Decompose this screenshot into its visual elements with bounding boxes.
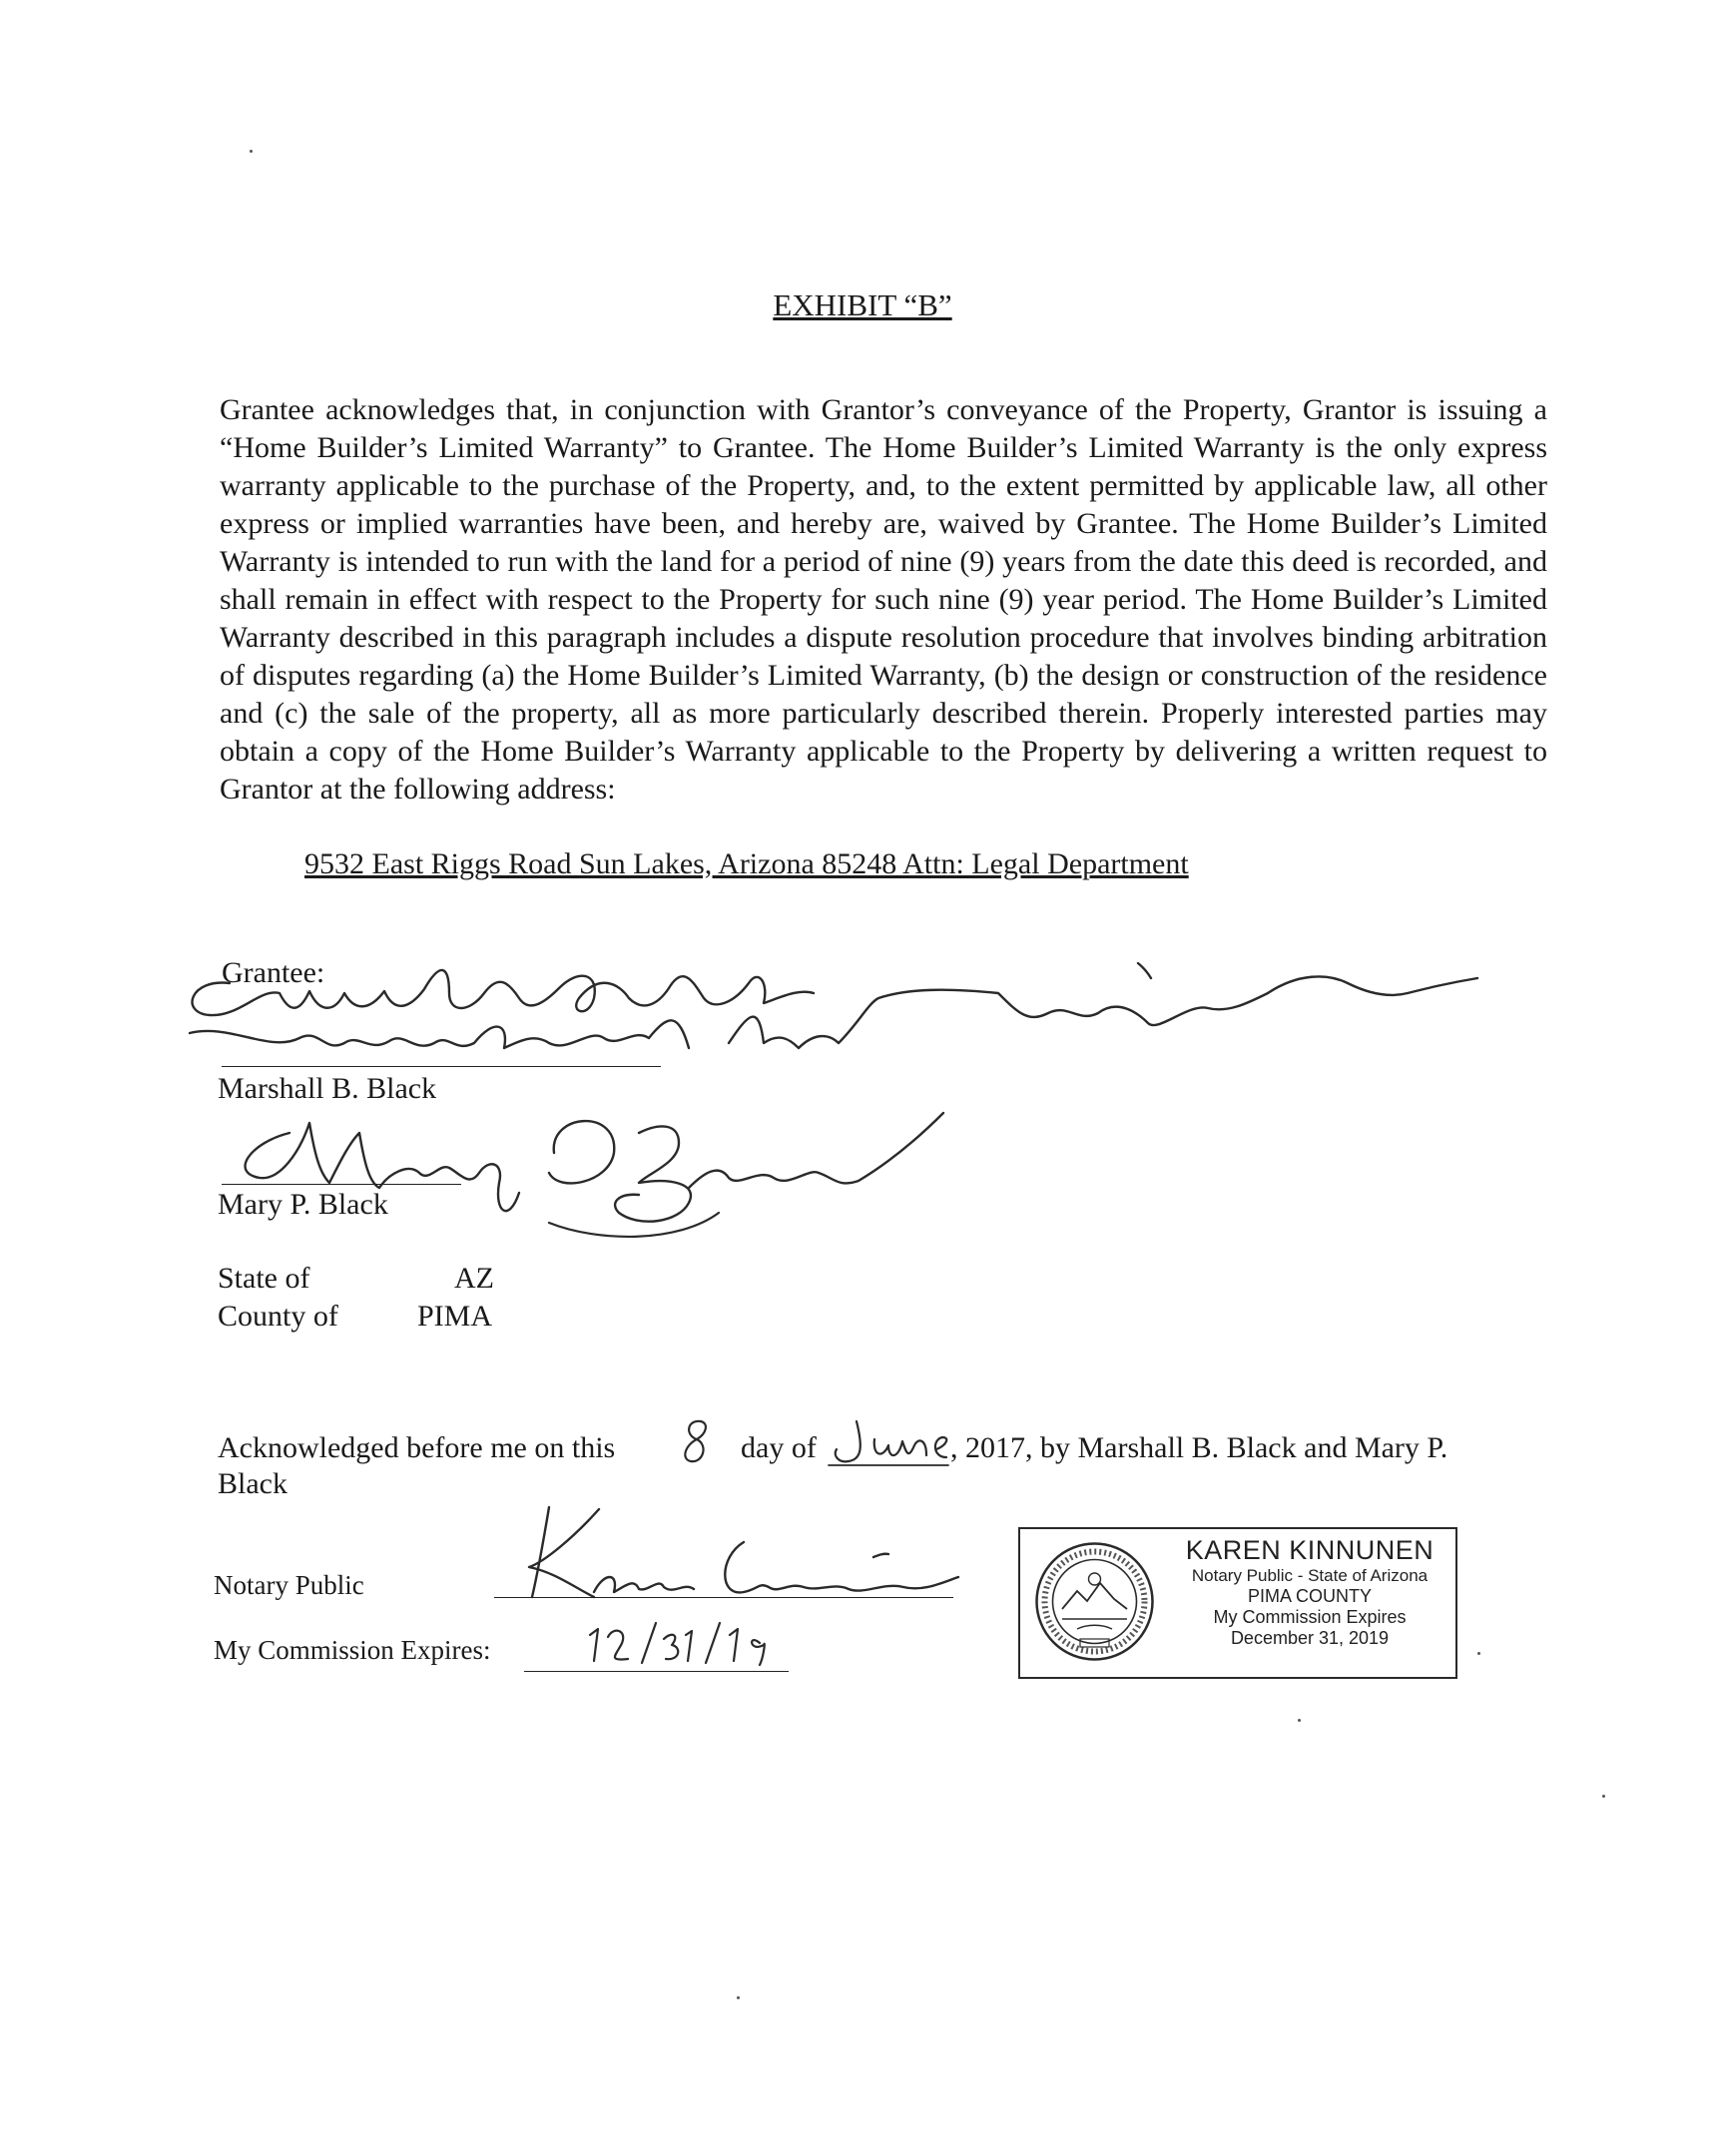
county-label: County of xyxy=(218,1300,338,1333)
acknowledgment-day-handwritten xyxy=(679,1415,715,1467)
signer-1-printed-name: Marshall B. Black xyxy=(218,1072,437,1105)
stamp-line-state: Notary Public - State of Arizona xyxy=(1191,1566,1429,1585)
grantee-signature-line xyxy=(222,1066,661,1067)
warranty-paragraph: Grantee acknowledges that, in conjunction with Grantor’s conveyance of the Property, Grantor is issuing a “Home Builder’s Limited Warranty” to Grantee. The Home Builder’s Limited Warranty is the only express warranty applicable to the purchase of the Property, and, to the extent permitted by applicable law, all other express or implied warranties have been, and hereby are, waived by Grantee. The Home Builder’s Limited Warranty is intended to run with the land for a period of nine (9) years from the date this deed is recorded, and shall remain in effect with respect to the Property for such nine (9) year period. The Home Builder’s Limited Warranty described in this paragraph includes a dispute resolution procedure that involves binding arbitration of disputes regarding (a) the Home Builder’s Limited Warranty, (b) the design or construction of the residence and (c) the sale of the property, all as more particularly described therein. Properly interested parties may obtain a copy of the Home Builder’s Warranty applicable to the Property by delivering a written request to Grantor at the following address: xyxy=(220,393,1547,806)
stamp-line-expiry: December 31, 2019 xyxy=(1230,1628,1390,1648)
county-value: PIMA xyxy=(417,1300,493,1333)
scan-speck xyxy=(1602,1795,1605,1798)
notary-stamp xyxy=(1018,1527,1457,1679)
commission-date-handwritten xyxy=(584,1617,794,1673)
stamp-line-county: PIMA COUNTY xyxy=(1247,1586,1372,1606)
notary-public-label: Notary Public xyxy=(214,1570,364,1600)
signer-2-signature-line xyxy=(222,1184,461,1185)
grantor-address: 9532 East Riggs Road Sun Lakes, Arizona 85248 Attn: Legal Department xyxy=(304,847,1189,880)
notary-handwritten-signature xyxy=(504,1497,963,1622)
grantee-handwritten-signature xyxy=(150,943,1507,1078)
grantee-label: Grantee: xyxy=(222,956,325,989)
stamp-text-block xyxy=(1165,1535,1454,1649)
acknowledgment-day-label: day of xyxy=(741,1431,817,1464)
commission-expires-label: My Commission Expires: xyxy=(214,1635,491,1665)
signer-2-printed-name: Mary P. Black xyxy=(218,1188,388,1221)
acknowledgment-prefix: Acknowledged before me on this xyxy=(218,1431,616,1464)
stamp-line-commission: My Commission Expires xyxy=(1213,1607,1407,1627)
scan-speck xyxy=(1298,1719,1301,1722)
scan-speck xyxy=(737,1996,740,1999)
notary-signature-line xyxy=(494,1597,953,1598)
acknowledgment-suffix: , 2017, by Marshall B. Black and Mary P. xyxy=(950,1431,1448,1464)
commission-date-line xyxy=(524,1671,789,1672)
stamp-notary-name: KAREN KINNUNEN xyxy=(1185,1535,1435,1565)
acknowledgment-suffix-line2: Black xyxy=(218,1467,288,1500)
state-seal-icon xyxy=(1032,1539,1157,1664)
state-label: State of xyxy=(218,1262,310,1295)
scan-speck xyxy=(250,150,253,153)
state-value: AZ xyxy=(454,1262,494,1295)
exhibit-title: EXHIBIT “B” xyxy=(773,287,952,322)
scan-speck xyxy=(1477,1652,1480,1655)
acknowledgment-month-handwritten xyxy=(829,1415,963,1473)
